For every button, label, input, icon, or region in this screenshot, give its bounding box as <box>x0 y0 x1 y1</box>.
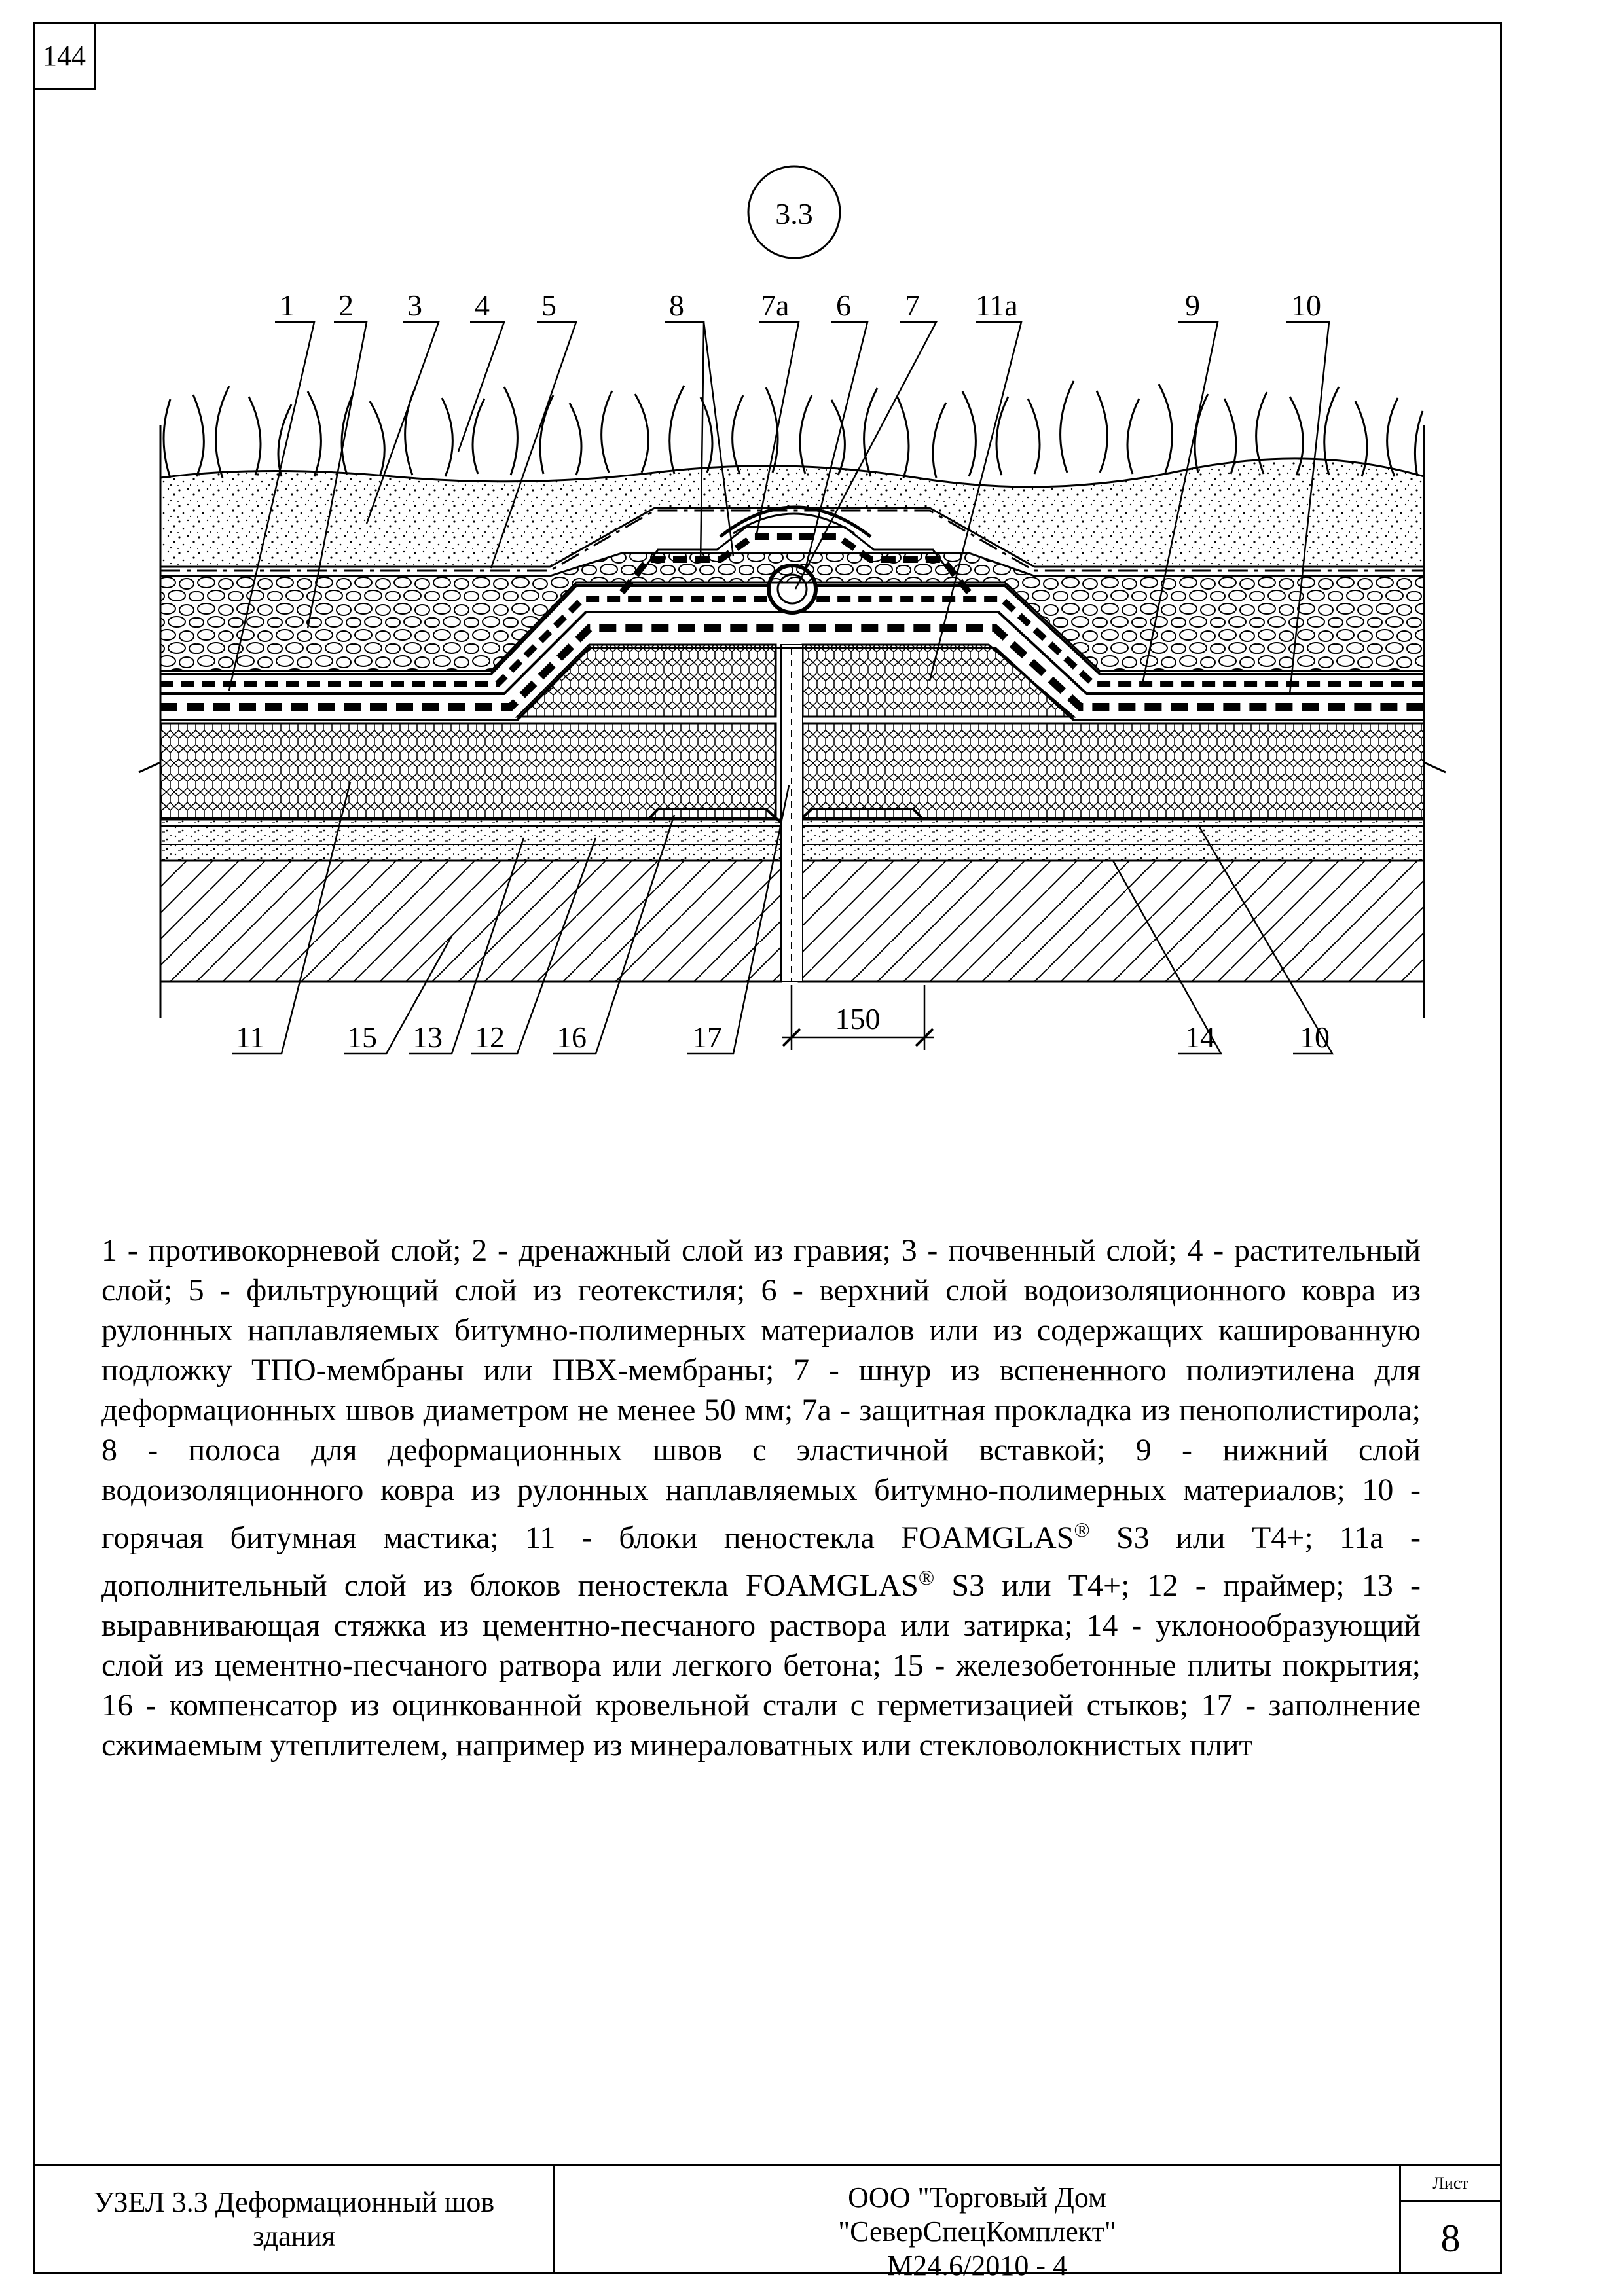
page-number: 144 <box>33 22 96 90</box>
legend-part-2: S3 или Т4+; 11а - дополнительный слой из блоков пеностекла FOAMGLAS <box>101 1520 1421 1603</box>
label-5: 5 <box>541 289 556 322</box>
soil-layer <box>160 459 1424 567</box>
label-10-top: 10 <box>1291 289 1321 322</box>
label-6: 6 <box>836 289 851 322</box>
sheet-label: Лист <box>1401 2166 1500 2202</box>
label-7a: 7а <box>761 289 790 322</box>
legend-part-1: 1 - противокорневой слой; 2 - дренажный слой из гравия; 3 - почвенный слой; 4 - растительный слой; 5 - фильтрующий слой из геотекстиля; 6 - верхний слой водоизоляционного ковра из рулонных наплавляемых битумно-полимерных материалов или из содержащих кашированную подложку ТПО-мембраны или ПВХ-мембраны; 7 - шнур из вспененного полиэтилена для деформационных швов диаметром не менее 50 мм; 7а - защитная прокладка из пенополистирола; 8 - полоса для деформационных швов с эластичной вставкой; 9 - нижний слой водоизоляционного ковра из рулонных наплавляемых битумно-полимерных материалов; 10 - горячая битумная мастика; 11 - блоки пеностекла FOAMGLAS <box>101 1233 1421 1555</box>
company-block <box>555 2166 1401 2282</box>
joint-filler <box>781 645 803 982</box>
company-line-1: ООО "Торговый Дом <box>848 2181 1106 2214</box>
label-16: 16 <box>556 1020 587 1054</box>
title-block <box>33 2164 1502 2282</box>
label-7: 7 <box>905 289 920 322</box>
node-marker <box>748 166 840 258</box>
registered-mark-1: ® <box>1074 1518 1090 1541</box>
node-id: 3.3 <box>775 197 813 230</box>
label-9: 9 <box>1185 289 1200 322</box>
label-17: 17 <box>692 1020 722 1054</box>
label-15: 15 <box>347 1020 377 1054</box>
label-11a: 11а <box>976 289 1018 322</box>
dimension-value: 150 <box>835 1002 881 1035</box>
document-code: М24.6/2010 - 4 <box>887 2250 1067 2282</box>
label-4: 4 <box>475 289 490 322</box>
label-14: 14 <box>1185 1020 1215 1054</box>
sheet-cell <box>1401 2166 1500 2272</box>
company-line-2: "СеверСпецКомплект" <box>838 2215 1116 2248</box>
legend-part-3: S3 или Т4+; 12 - праймер; 13 - выравнивающая стяжка из цементно-песчаного раствора или затирка; 14 - уклонообразующий слой из цементно-песчаного ратвора или легкого бетона; 15 - железобетонные плиты покрытия; 16 - компенсатор из оцинкованной кровельной стали с герметизацией стыков; 17 - заполнение сжимаемым утеплителем, например из минераловатных или стекловолокнистых плит <box>101 1568 1421 1763</box>
sheet-number: 8 <box>1440 2217 1461 2260</box>
label-10-bottom: 10 <box>1300 1020 1330 1054</box>
dimension-150 <box>782 985 934 1050</box>
label-13: 13 <box>412 1020 443 1054</box>
legend-text <box>101 1230 1421 1765</box>
label-1: 1 <box>280 289 295 322</box>
registered-mark-2: ® <box>918 1566 935 1589</box>
top-labels <box>280 289 1321 322</box>
label-12: 12 <box>475 1020 505 1054</box>
label-2: 2 <box>338 289 354 322</box>
label-3: 3 <box>407 289 422 322</box>
label-11: 11 <box>236 1020 265 1054</box>
label-8: 8 <box>669 289 684 322</box>
drawing-title: УЗЕЛ 3.3 Деформационный шов здания <box>35 2166 555 2272</box>
